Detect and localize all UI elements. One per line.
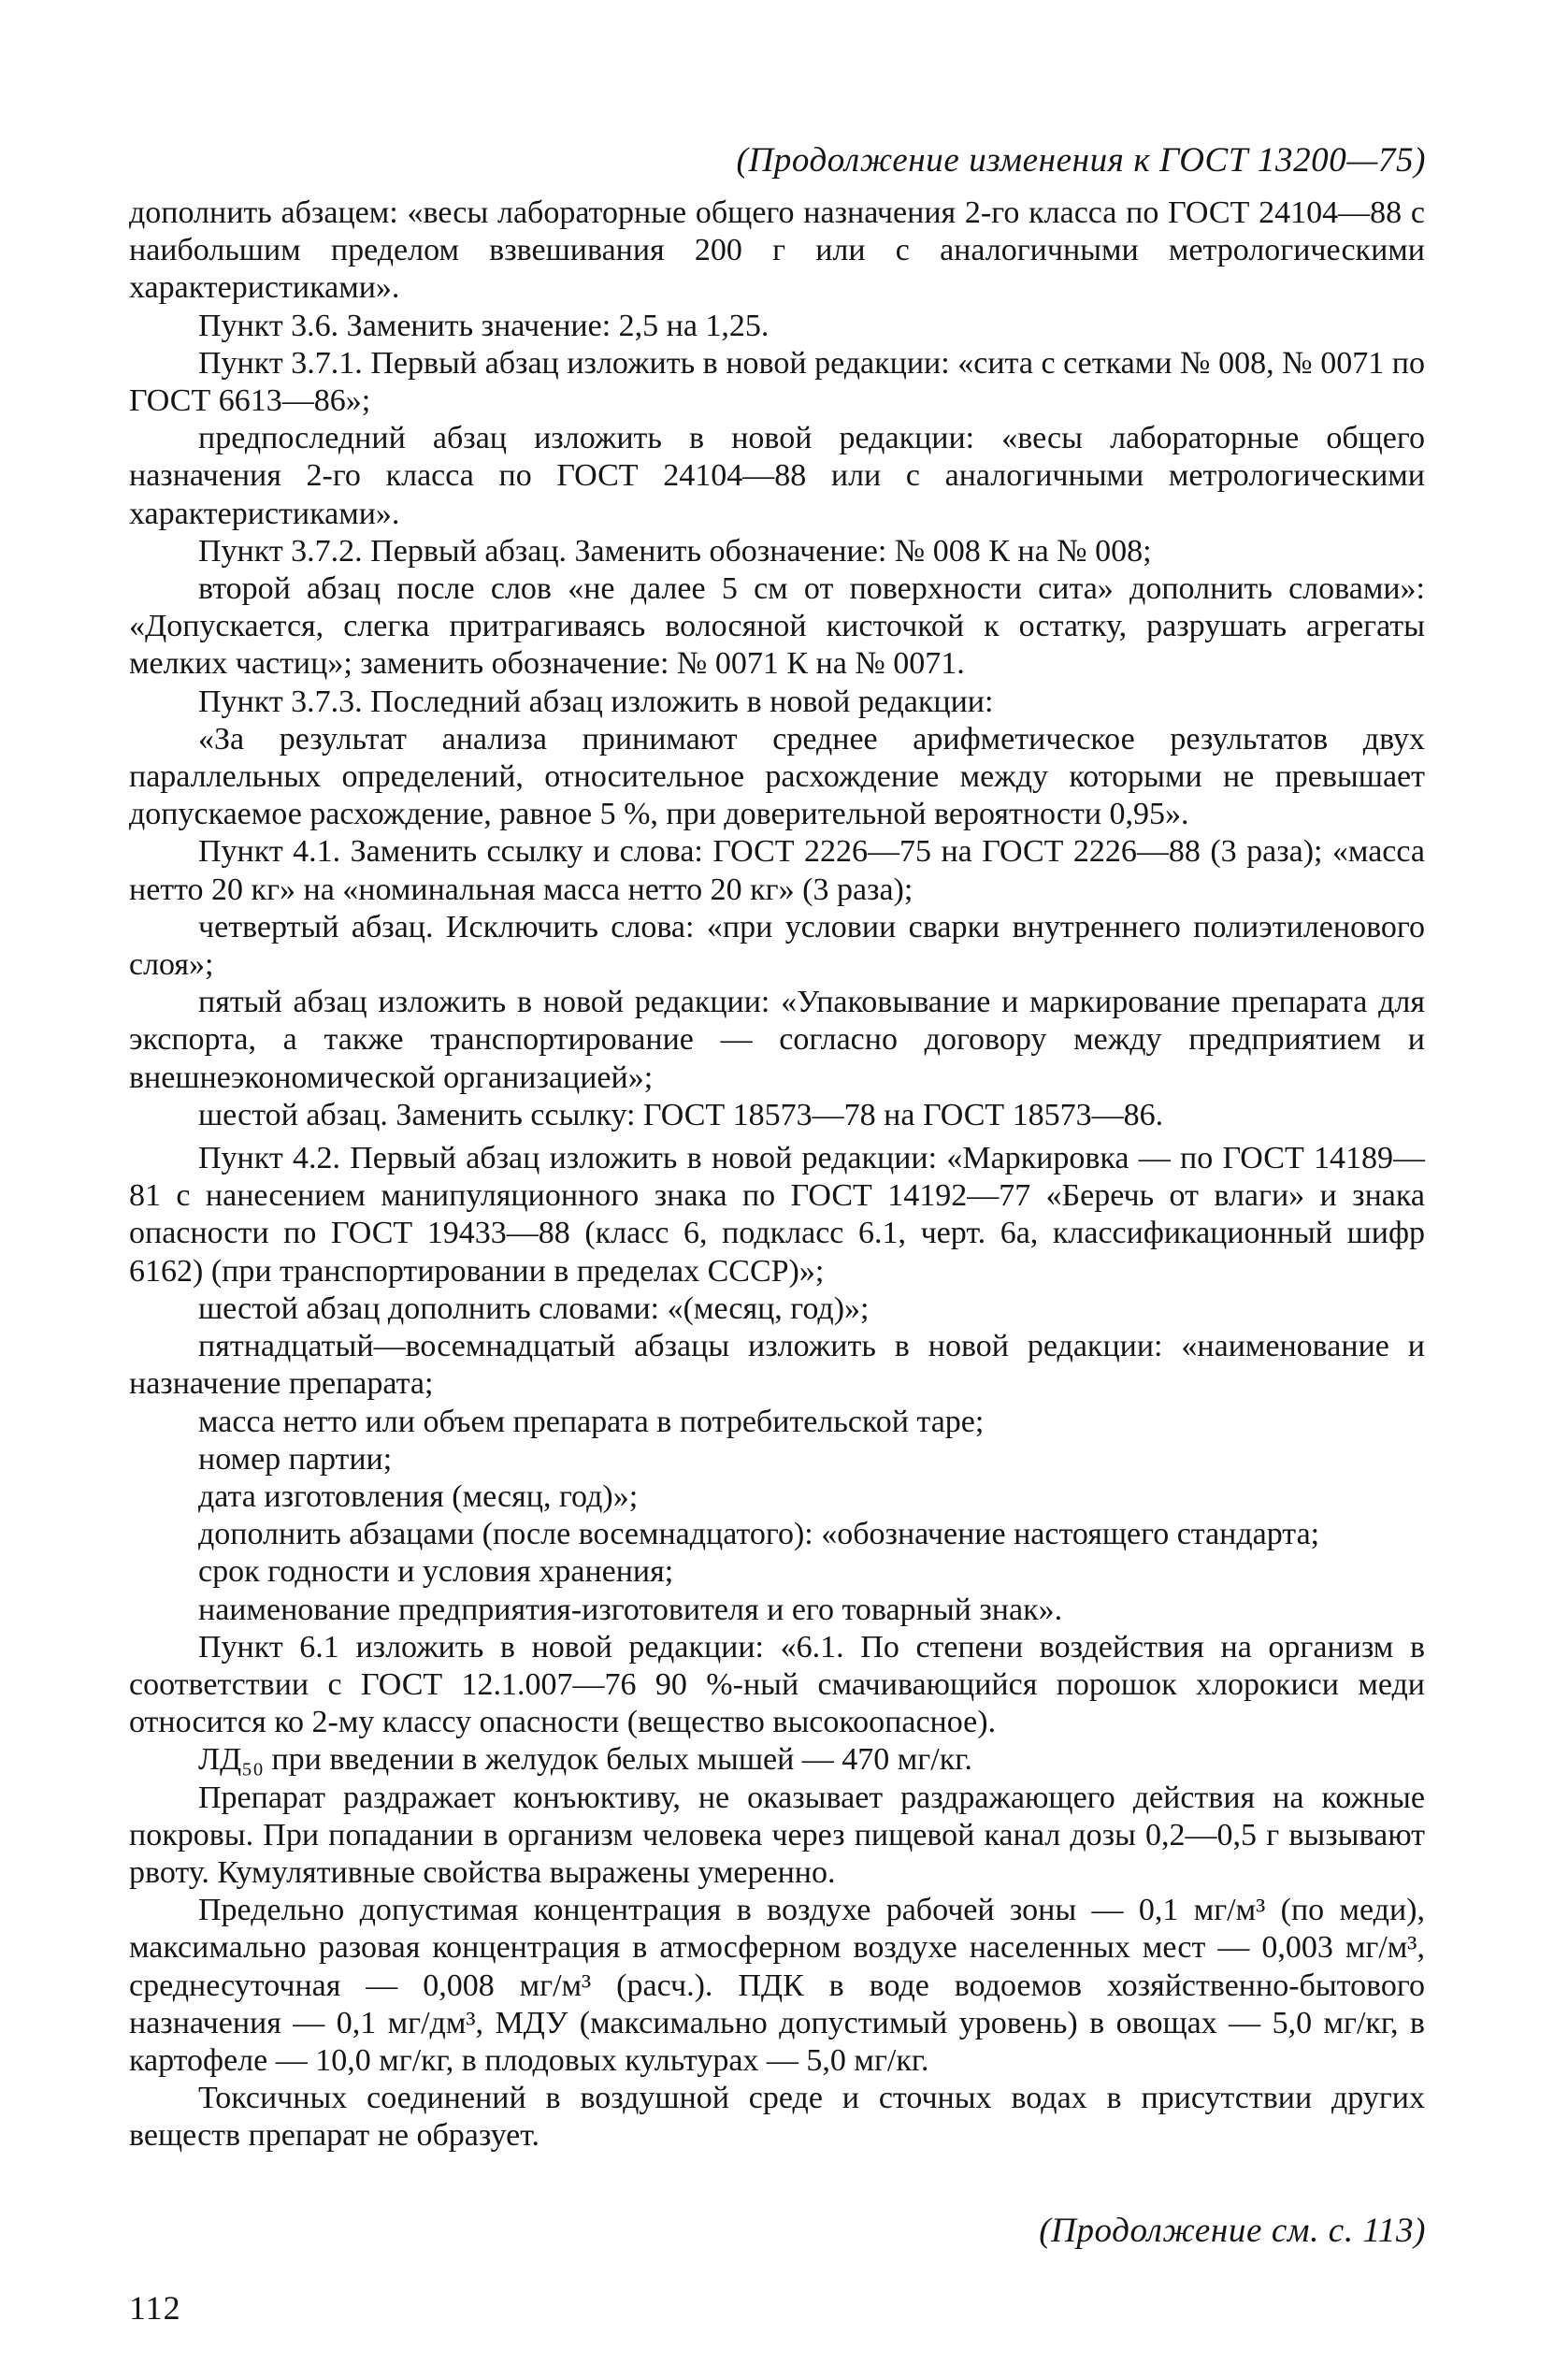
body-text [129, 195, 1425, 2155]
paragraph: второй абзац после слов «не далее 5 см от поверхности сита» дополнить словами»: «Допускается, слегка притрагиваясь волосяной кисточкой к остатку, разрушать агрегаты мелких частиц»; заменить обозначение: № 0071 К на № 0071. [129, 571, 1425, 682]
paragraph: ЛД₅₀ при введении в желудок белых мышей — 470 мг/кг. [198, 1742, 972, 1778]
paragraph: Пункт 3.7.3. Последний абзац изложить в новой редакции: [198, 684, 994, 719]
paragraph: пятый абзац изложить в новой редакции: «Упаковывание и маркирование препарата для экспорта, а также транспортирование — согласно договору между предприятием и внешнеэкономической организацией»; [129, 985, 1425, 1095]
paragraph: Пункт 4.1. Заменить ссылку и слова: ГОСТ 2226—75 на ГОСТ 2226—88 (3 раза); «масса нетто 20 кг» на «номинальная масса нетто 20 кг» (3 раза); [129, 834, 1425, 907]
paragraph: шестой абзац. Заменить ссылку: ГОСТ 18573—78 на ГОСТ 18573—86. [198, 1097, 1164, 1132]
paragraph: «За результат анализа принимают среднее арифметическое результатов двух параллельных определений, относительное расхождение между которыми не превышает допускаемое расхождение, равное 5 %, при доверительной вероятности 0,95». [129, 721, 1425, 832]
paragraph: дополнить абзацами (после восемнадцатого): «обозначение настоящего стандарта; [198, 1517, 1320, 1552]
paragraph: дополнить абзацем: «весы лабораторные общего назначения 2-го класса по ГОСТ 24104—88 с наибольшим пределом взвешивания 200 г или с аналогичными метрологическими характеристиками». [129, 195, 1425, 306]
paragraph: срок годности и условия хранения; [198, 1554, 674, 1590]
paragraph: номер партии; [198, 1441, 393, 1477]
paragraph: Препарат раздражает конъюктиву, не оказывает раздражающего действия на кожные покровы. При попадании в организм человека через пищевой канал дозы 0,2—0,5 г вызывают рвоту. Кумулятивные свойства выражены умеренно. [129, 1780, 1425, 1890]
continuation-footer: (Продолжение см. с. 113) [1039, 2212, 1426, 2250]
paragraph: Предельно допустимая концентрация в воздухе рабочей зоны — 0,1 мг/м³ (по меди), максимально разовая концентрация в атмосферном воздухе населенных мест — 0,003 мг/м³, среднесуточная — 0,008 мг/м³ (расч.). ПДК в воде водоемов хозяйственно-бытового назначения — 0,1 мг/дм³, МДУ (максимально допустимый уровень) в овощах — 5,0 мг/кг, в картофеле — 10,0 мг/кг, в плодовых культурах — 5,0 мг/кг. [129, 1893, 1425, 2078]
paragraph: четвертый абзац. Исключить слова: «при условии сварки внутреннего полиэтиленового слоя»; [129, 909, 1425, 983]
page-number: 112 [129, 2289, 181, 2327]
paragraph: Пункт 3.7.2. Первый абзац. Заменить обозначение: № 008 К на № 008; [198, 533, 1152, 569]
paragraph: шестой абзац дополнить словами: «(месяц, год)»; [198, 1290, 870, 1326]
paragraph: Пункт 3.6. Заменить значение: 2,5 на 1,25. [198, 308, 770, 343]
paragraph: предпоследний абзац изложить в новой редакции: «весы лабораторные общего назначения 2-го класса по ГОСТ 24104—88 или с аналогичными метрологическими характеристиками». [129, 421, 1425, 531]
paragraph: наименование предприятия-изготовителя и его товарный знак». [198, 1592, 1063, 1627]
paragraph: дата изготовления (месяц, год)»; [198, 1478, 639, 1514]
paragraph: Пункт 3.7.1. Первый абзац изложить в новой редакции: «сита с сетками № 008, № 0071 по ГОСТ 6613—86»; [129, 345, 1425, 419]
continuation-header: (Продолжение изменения к ГОСТ 13200—75) [736, 141, 1426, 180]
paragraph: Пункт 4.2. Первый абзац изложить в новой редакции: «Маркировка — по ГОСТ 14189—81 с нанесением манипуляционного знака по ГОСТ 14192—77 «Беречь от влаги» и знака опасности по ГОСТ 19433—88 (класс 6, подкласс 6.1, черт. 6а, классификационный шифр 6162) (при транспортировании в пределах СССР)»; [129, 1141, 1425, 1289]
paragraph: Пункт 6.1 изложить в новой редакции: «6.1. По степени воздействия на организм в соответствии с ГОСТ 12.1.007—76 90 %-ный смачивающийся порошок хлорокиси меди относится ко 2-му классу опасности (вещество высокоопасное). [129, 1629, 1425, 1740]
paragraph: Токсичных соединений в воздушной среде и сточных водах в присутствии других веществ препарат не образует. [129, 2081, 1425, 2154]
paragraph: масса нетто или объем препарата в потребительской таре; [198, 1404, 985, 1439]
paragraph: пятнадцатый—восемнадцатый абзацы изложить в новой редакции: «наименование и назначение препарата; [129, 1329, 1425, 1402]
